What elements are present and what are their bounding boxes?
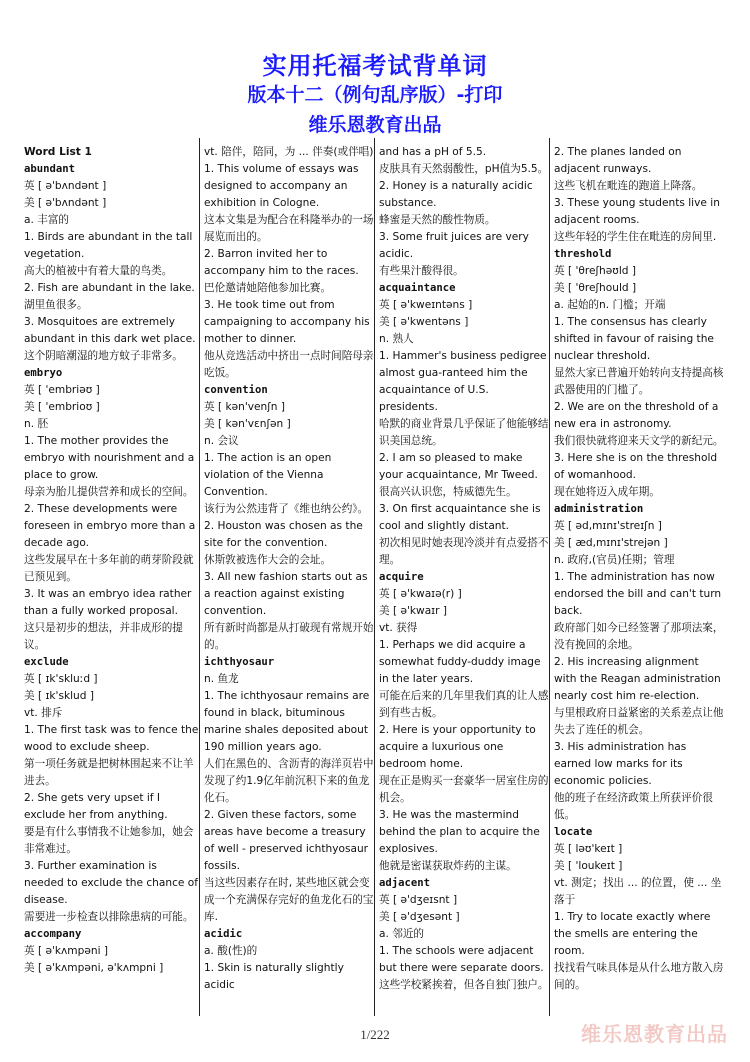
- entry-line: 我们很快就将迎来天文学的新纪元。: [554, 435, 724, 447]
- entry-line: 2. Houston was chosen as the site for the convention.: [204, 520, 363, 549]
- word-list-heading: Word List 1: [24, 146, 92, 158]
- entry-line: 1. Try to locate exactly where the smells are entering the room.: [554, 911, 711, 957]
- entry-line: 1. The action is an open violation of the Vienna Convention.: [204, 452, 332, 498]
- entry-line: 3. All new fashion starts out as a reaction against existing convention.: [204, 571, 368, 617]
- publisher-watermark: 维乐恩教育出品: [581, 1022, 728, 1046]
- entry-line: 美 [ 'loukeɪt ]: [554, 860, 623, 872]
- entry-line: 与里根政府日益紧密的关系差点让他失去了连任的机会。: [554, 707, 724, 736]
- entry-line: 皮肤具有天然弱酸性，pH值为5.5。: [379, 163, 549, 175]
- entry-line: 3. On first acquaintance she is cool and slightly distant.: [379, 503, 541, 532]
- entry-line: 3. These young students live in adjacent rooms.: [554, 197, 720, 226]
- entry-line: 英 [ kən'venʃn ]: [204, 401, 286, 413]
- entry-line: 找找看气味具体是从什么地方散入房间的。: [554, 962, 724, 991]
- headword: accompany: [24, 928, 82, 940]
- entry-line: vt. 陪伴，陪同，为 ... 伴奏(或伴唱): [204, 146, 374, 158]
- entry-line: 1. This volume of essays was designed to accompany an exhibition in Cologne.: [204, 163, 359, 209]
- entry-line: 英 [ əd,mɪnɪ'streɪʃn ]: [554, 520, 662, 532]
- entry-line: n. 政府,(官员)任期；管理: [554, 554, 675, 566]
- entry-line: 初次相见时她表现冷淡并有点爱搭不理。: [379, 537, 549, 566]
- entry-line: vt. 排斥: [24, 707, 63, 719]
- entry-line: 英 [ ə'kwaɪə(r) ]: [379, 588, 462, 600]
- entry-line: 这些年轻的学生住在毗连的房间里.: [554, 231, 717, 243]
- entry-line: 1. Hammer's business pedigree almost gua-ranteed him the acquaintance of U.S. presidents.: [379, 350, 547, 413]
- entry-line: 这些学校紧挨着，但各自独门独户。: [379, 979, 549, 991]
- headword: abundant: [24, 163, 76, 175]
- document-title: 实用托福考试背单词: [262, 52, 488, 80]
- entry-line: 2. Given these factors, some areas have become a treasury of well - preserved ichthyosaur fossils.: [204, 809, 369, 872]
- entry-line: 美 [ ə'kwaɪr ]: [379, 605, 447, 617]
- publisher-line: 维乐恩教育出品: [308, 114, 442, 136]
- entry-line: 英 [ ə'dʒeɪsnt ]: [379, 894, 458, 906]
- entry-line: 3. Some fruit juices are very acidic.: [379, 231, 529, 260]
- headword: convention: [204, 384, 268, 396]
- headword: locate: [554, 826, 593, 838]
- headword: embryo: [24, 367, 63, 379]
- entry-line: 该行为公然违背了《维也纳公约》。: [204, 503, 369, 515]
- entry-line: 英 [ 'embriəʊ ]: [24, 384, 100, 396]
- entry-line: 这个阴暗潮湿的地方蚊子非常多。: [24, 350, 183, 362]
- page-number: 1/222: [360, 1027, 390, 1042]
- entry-line: 2. She gets very upset if I exclude her from anything.: [24, 792, 168, 821]
- entry-line: n. 胚: [24, 418, 49, 430]
- entry-line: 美 [ ə'kwentəns ]: [379, 316, 469, 328]
- entry-line: 英 [ ə'bʌndənt ]: [24, 180, 107, 192]
- entry-line: 需要进一步检查以排除患病的可能。: [24, 911, 194, 923]
- entry-line: n. 鱼龙: [204, 673, 239, 685]
- entry-line: 3. It was an embryo idea rather than a fully worked proposal.: [24, 588, 192, 617]
- entry-line: and has a pH of 5.5.: [379, 146, 487, 158]
- entry-line: 显然大家已普遍开始转向支持提高核武器使用的门槛了。: [554, 367, 724, 396]
- entry-line: 美 [ kən'vɛnʃən ]: [204, 418, 291, 430]
- entry-line: 英 [ ə'kʌmpəni ]: [24, 945, 109, 957]
- entry-line: 高大的植被中有着大量的鸟类。: [24, 265, 173, 277]
- column-1: [24, 138, 199, 1016]
- entry-line: 3. His administration has earned low marks for its economic policies.: [554, 741, 687, 787]
- entry-line: 3. Here she is on the threshold of womanhood.: [554, 452, 718, 481]
- entry-line: n. 熟人: [379, 333, 414, 345]
- entry-line: 1. The consensus has clearly shifted in favour of raising the nuclear threshold.: [554, 316, 714, 362]
- entry-line: 可能在后来的几年里我们真的让人感到有些古板。: [379, 690, 549, 719]
- entry-line: n. 会议: [204, 435, 239, 447]
- headword: acquire: [379, 571, 424, 583]
- entry-line: 3. He was the mastermind behind the plan to acquire the explosives.: [379, 809, 540, 855]
- headword: exclude: [24, 656, 69, 668]
- entry-line: 巴伦邀请她陪他参加比赛。: [204, 282, 332, 294]
- headword: threshold: [554, 248, 612, 260]
- entry-line: 美 [ ɪk'sklud ]: [24, 690, 94, 702]
- entry-line: 现在她将迈入成年期。: [554, 486, 660, 498]
- entry-line: 1. The schools were adjacent but there were separate doors.: [379, 945, 544, 974]
- entry-line: 第一项任务就是把树林围起来不让羊进去。: [24, 758, 194, 787]
- headword: acquaintance: [379, 282, 456, 294]
- entry-line: a. 邻近的: [379, 928, 425, 940]
- entry-line: 这本文集是为配合在科隆举办的一场展览而出的。: [204, 214, 374, 243]
- entry-line: 这些发展早在十多年前的萌芽阶段就已预见到。: [24, 554, 194, 583]
- entry-line: 美 [ ə'kʌmpəni, ə'kʌmpni ]: [24, 962, 164, 974]
- entry-line: 有些果汁酸得很。: [379, 265, 464, 277]
- entry-line: 美 [ ə'bʌndənt ]: [24, 197, 107, 209]
- entry-line: vt. 测定；找出 ... 的位置，使 ... 坐落于: [554, 877, 722, 906]
- column-3: [374, 138, 549, 1016]
- entry-line: 3. Further examination is needed to exclude the chance of disease.: [24, 860, 199, 906]
- entry-line: 蜂蜜是天然的酸性物质。: [379, 214, 496, 226]
- entry-line: 2. We are on the threshold of a new era in astronomy.: [554, 401, 719, 430]
- entry-line: 这些飞机在毗连的跑道上降落。: [554, 180, 703, 192]
- entry-line: 1. Skin is naturally slightly acidic: [204, 962, 344, 991]
- column-2: [199, 138, 374, 1016]
- headword: acidic: [204, 928, 243, 940]
- entry-line: 1. The mother provides the embryo with nourishment and a place to grow.: [24, 435, 195, 481]
- entry-line: 美 [ æd,mɪnɪ'strejən ]: [554, 537, 668, 549]
- entry-line: 2. Here is your opportunity to acquire a luxurious one bedroom home.: [379, 724, 536, 770]
- entry-line: 2. Barron invited her to accompany him to the races.: [204, 248, 359, 277]
- entry-line: 2. These developments were foreseen in embryo more than a decade ago.: [24, 503, 196, 549]
- headword: administration: [554, 503, 644, 515]
- entry-line: 英 [ ləʊ'keɪt ]: [554, 843, 623, 855]
- entry-line: 当这些因素存在时, 某些地区就会变成一个充满保存完好的鱼龙化石的宝库.: [204, 877, 374, 923]
- entry-line: 他的班子在经济政策上所获评价很低。: [554, 792, 713, 821]
- entry-line: 2. I am so pleased to make your acquaintance, Mr Tweed.: [379, 452, 538, 481]
- entry-line: 2. His increasing alignment with the Reagan administration nearly cost him re-election.: [554, 656, 721, 702]
- entry-line: 1. The ichthyosaur remains are found in black, bituminous marine shales deposited about 190 million years ago.: [204, 690, 370, 753]
- entry-line: 美 [ ə'dʒesənt ]: [379, 911, 460, 923]
- vocabulary-columns: [24, 138, 730, 1016]
- entry-line: 要是有什么事情我不让她参加，她会非常难过。: [24, 826, 194, 855]
- entry-line: 美 [ 'embrioʊ ]: [24, 401, 100, 413]
- column-4: [549, 138, 724, 1016]
- entry-line: 3. Mosquitoes are extremely abundant in this dark wet place.: [24, 316, 196, 345]
- entry-line: 2. Fish are abundant in the lake.: [24, 282, 195, 294]
- entry-line: 美 [ 'θreʃhould ]: [554, 282, 637, 294]
- entry-line: 1. The administration has now endorsed the bill and can't turn back.: [554, 571, 722, 617]
- entry-line: 1. The first task was to fence the wood to exclude sheep.: [24, 724, 199, 753]
- entry-line: 现在正是购买一套豪华一居室住房的机会。: [379, 775, 549, 804]
- entry-line: 所有新时尚都是从打破现有常规开始的。: [204, 622, 374, 651]
- entry-line: 英 [ ə'kweɪntəns ]: [379, 299, 473, 311]
- entry-line: 休斯敦被选作大会的会址。: [204, 554, 332, 566]
- entry-line: 英 [ ɪk'skluːd ]: [24, 673, 98, 685]
- entry-line: 哈默的商业背景几乎保证了他能够结识美国总统。: [379, 418, 549, 447]
- entry-line: 2. Honey is a naturally acidic substance.: [379, 180, 533, 209]
- entry-line: 1. Perhaps we did acquire a somewhat fuddy-duddy image in the later years.: [379, 639, 541, 685]
- entry-line: 母亲为胎儿提供营养和成长的空间。: [24, 486, 194, 498]
- entry-line: 1. Birds are abundant in the tall vegetation.: [24, 231, 193, 260]
- entry-line: a. 酸(性)的: [204, 945, 258, 957]
- entry-line: 很高兴认识您，特威德先生。: [379, 486, 517, 498]
- entry-line: 这只是初步的想法，并非成形的提议。: [24, 622, 183, 651]
- entry-line: 3. He took time out from campaigning to accompany his mother to dinner.: [204, 299, 370, 345]
- entry-line: vt. 获得: [379, 622, 418, 634]
- entry-line: 2. The planes landed on adjacent runways.: [554, 146, 682, 175]
- entry-line: a. 丰富的: [24, 214, 70, 226]
- entry-line: 英 [ 'θreʃhəʊld ]: [554, 265, 636, 277]
- entry-line: 人们在黑色的、含沥青的海洋页岩中发现了约1.9亿年前沉积下来的鱼龙化石。: [204, 758, 374, 804]
- entry-line: 湖里鱼很多。: [24, 299, 88, 311]
- entry-line: 政府部门如今已经签署了那项法案，没有挽回的余地。: [554, 622, 724, 651]
- headword: ichthyosaur: [204, 656, 275, 668]
- entry-line: a. 起始的n. 门槛；开端: [554, 299, 666, 311]
- entry-line: 他从竞选活动中挤出一点时间陪母亲吃饭。: [204, 350, 374, 379]
- document-subtitle: 版本十二（例句乱序版）-打印: [247, 84, 503, 106]
- entry-line: 他就是密谋获取炸药的主谋。: [379, 860, 517, 872]
- headword: adjacent: [379, 877, 431, 889]
